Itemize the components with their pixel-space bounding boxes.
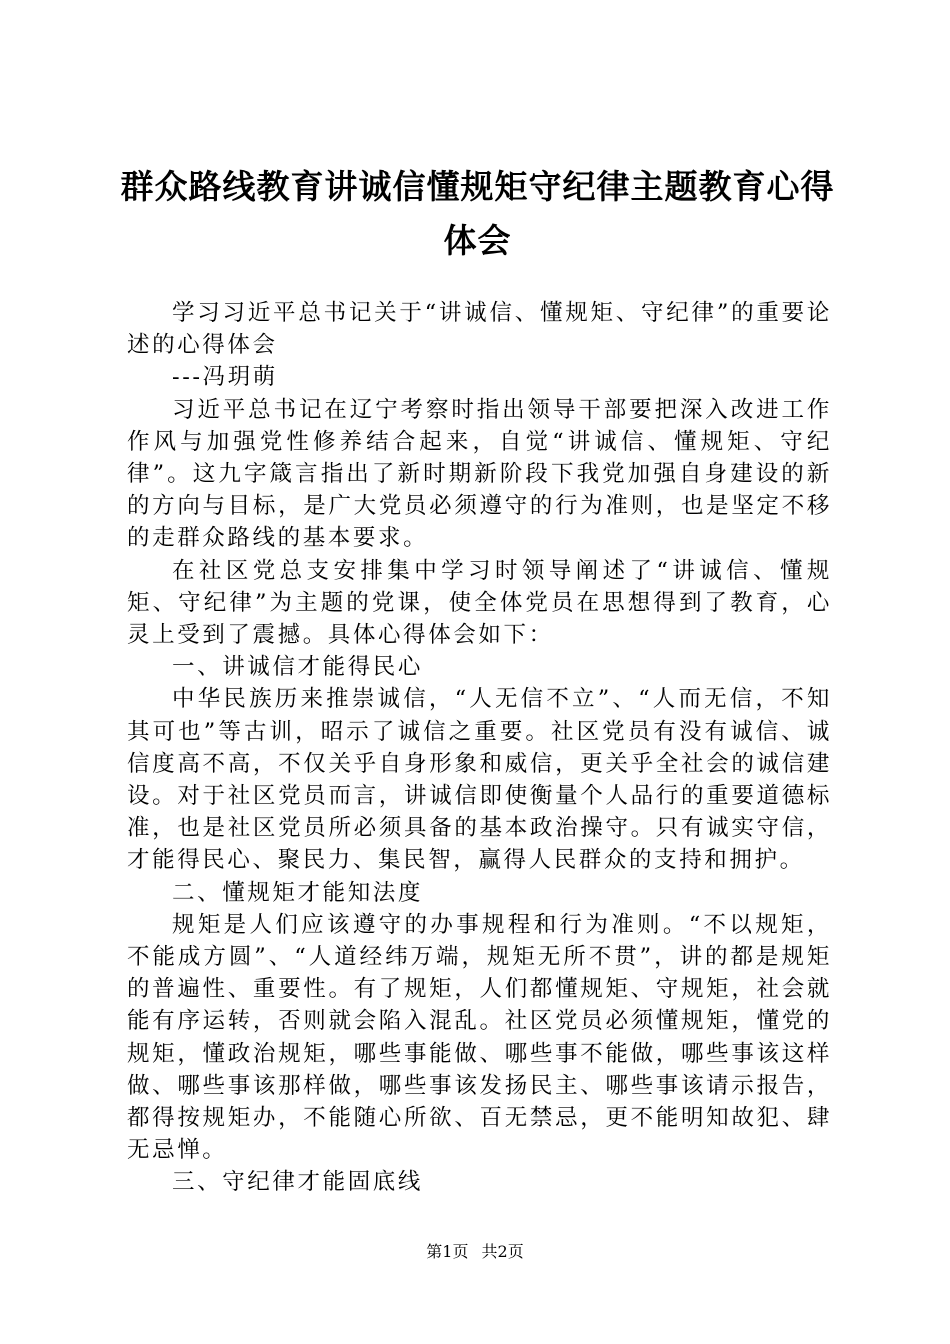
document-body — [127, 297, 832, 1199]
body-paragraph: 在社区党总支安排集中学习时领导阐述了“讲诚信、懂规矩、守纪律”为主题的党课，使全体党员在思想得到了教育，心灵上受到了震撼。具体心得体会如下： — [127, 557, 832, 649]
section-heading: 三、守纪律才能固底线 — [172, 1169, 424, 1196]
author-line: ---冯玥萌 — [172, 364, 278, 391]
section-heading: 一、讲诚信才能得民心 — [172, 654, 424, 681]
body-paragraph: 习近平总书记在辽宁考察时指出领导干部要把深入改进工作作风与加强党性修养结合起来，自觉“讲诚信、懂规矩、守纪律”。这九字箴言指出了新时期新阶段下我党加强自身建设的新的方向与目标，是广大党员必须遵守的行为准则，也是坚定不移的走群众路线的基本要求。 — [127, 396, 832, 552]
subtitle-paragraph: 学习习近平总书记关于“讲诚信、懂规矩、守纪律”的重要论述的心得体会 — [127, 300, 832, 359]
page-number: 第1页 — [426, 1242, 469, 1261]
section-heading: 二、懂规矩才能知法度 — [172, 879, 424, 906]
body-paragraph: 中华民族历来推崇诚信，“人无信不立”、“人而无信，不知其可也”等古训，昭示了诚信之重要。社区党员有没有诚信、诚信度高不高，不仅关乎自身形象和威信，更关乎全社会的诚信建设。对于社区党员而言，讲诚信即使衡量个人品行的重要道德标准，也是社区党员所必须具备的基本政治操守。只有诚实守信，才能得民心、聚民力、集民智，赢得人民群众的支持和拥护。 — [127, 686, 832, 874]
page-total: 共2页 — [481, 1242, 524, 1261]
page-footer — [0, 1242, 950, 1262]
document-title: 群众路线教育讲诚信懂规矩守纪律主题教育心得体会 — [120, 167, 835, 260]
body-paragraph: 规矩是人们应该遵守的办事规程和行为准则。“不以规矩，不能成方圆”、“人道经纬万端，规矩无所不贯”，讲的都是规矩的普遍性、重要性。有了规矩，人们都懂规矩、守规矩，社会就能有序运转，否则就会陷入混乱。社区党员必须懂规矩，懂党的规矩，懂政治规矩，哪些事能做、哪些事不能做，哪些事该这样做、哪些事该那样做，哪些事该发扬民主、哪些事该请示报告，都得按规矩办，不能随心所欲、百无禁忌，更不能明知故犯、肆无忌惮。 — [127, 911, 832, 1164]
